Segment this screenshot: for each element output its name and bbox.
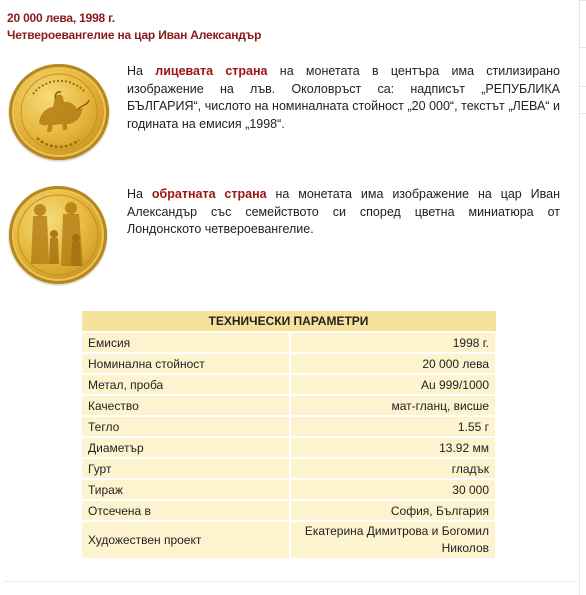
table-row [81,416,496,437]
param-key: Качество [81,395,290,416]
param-value: Au 999/1000 [290,374,496,395]
param-key: Номинална стойност [81,353,290,374]
obverse-highlight: лицевата страна [155,64,268,78]
param-value: 13.92 мм [290,437,496,458]
reverse-text-post: на монетата има изображение на цар Иван Александър със семейството си според цветна миниатюра от Лондонското четвероевангелие. [127,187,560,236]
param-key: Тегло [81,416,290,437]
table-row [81,458,496,479]
reverse-text-pre: На [127,187,152,201]
param-key: Художествен проект [81,521,290,559]
param-value: 20 000 лева [290,353,496,374]
content-divider [4,581,576,582]
table-heading: ТЕХНИЧЕСКИ ПАРАМЕТРИ [81,311,496,333]
reverse-coin-image [9,186,107,284]
param-value: 1.55 г [290,416,496,437]
royal-family-icon [9,186,107,284]
scrollbar-edge [579,0,586,595]
param-key: Тираж [81,479,290,500]
param-key: Метал, проба [81,374,290,395]
coin-subtitle: Четвероевангелие на цар Иван Александър [7,28,262,42]
table-row [81,395,496,416]
coin-title: 20 000 лева, 1998 г. [7,11,115,25]
side-tab-top[interactable] [579,0,586,48]
lion-icon [9,64,109,160]
table-row [81,353,496,374]
table-row [81,332,496,353]
param-value: 30 000 [290,479,496,500]
param-key: Отсечена в [81,500,290,521]
obverse-description [127,63,560,133]
param-key: Диаметър [81,437,290,458]
technical-parameters-table [80,310,497,560]
table-row [81,374,496,395]
param-key: Гурт [81,458,290,479]
table-row [81,500,496,521]
param-key: Емисия [81,332,290,353]
side-tab-middle[interactable] [579,86,586,114]
param-value: мат-гланц, висше [290,395,496,416]
param-value: София, България [290,500,496,521]
reverse-highlight: обратната страна [151,187,267,201]
param-value: гладък [290,458,496,479]
table-row [81,521,496,559]
table-row [81,479,496,500]
obverse-text-post: на монетата в центъра има стилизирано изображение на лъв. Околовръст са: надписът „РЕПУБЛИКА БЪЛГАРИЯ“, числото на номиналната стойност „20 000“, текстът „ЛЕВА“ и годината на емисия „1998“. [127,64,560,131]
param-value: Екатерина Димитрова и Богомил Николов [290,521,496,559]
obverse-text-pre: На [127,64,156,78]
table-row [81,437,496,458]
obverse-coin-image [9,64,109,160]
param-value: 1998 г. [290,332,496,353]
reverse-description [127,186,560,239]
